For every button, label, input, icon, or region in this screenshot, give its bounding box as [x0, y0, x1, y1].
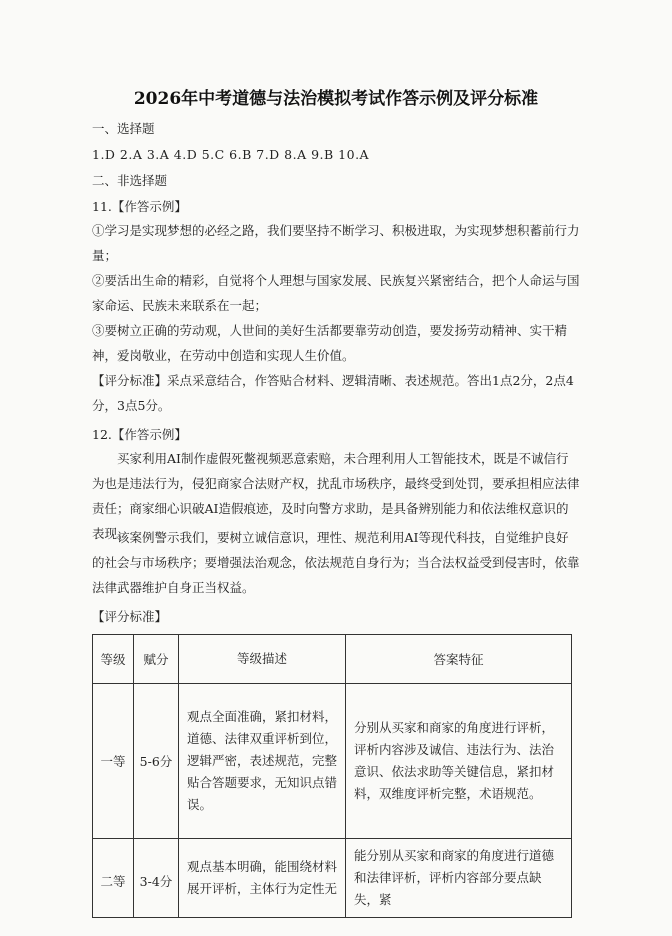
row-score: 5-6分 [134, 684, 179, 839]
q12-scoring-label: 【评分标准】 [92, 609, 168, 624]
row-level: 一等 [93, 684, 134, 839]
section-choice-heading: 一、选择题 [92, 121, 155, 136]
section-nonchoice-heading: 二、非选择题 [92, 173, 168, 188]
q12-label: 12.【作答示例】 [92, 427, 187, 442]
row-description: 观点全面准确，紧扣材料，道德、法律双重评析到位，逻辑严密，表述规范，完整贴合答题要求，无知识点错误。 [179, 684, 346, 839]
q11-scoring: 【评分标准】采点采意结合，作答贴合材料、逻辑清晰、表述规范。答出1点2分，2点4分，3点5分。 [92, 373, 574, 413]
q12-para-2: 该案例警示我们，要树立诚信意识，理性、规范利用AI等现代科技，自觉维护良好的社会与市场秩序；要增强法治观念，依法规范自身行为；当合法权益受到侵害时，依靠法律武器维护自身正当权益。 [92, 530, 580, 595]
table-row [93, 839, 572, 918]
row-features: 能分别从买家和商家的角度进行道德和法律评析，评析内容部分要点缺失，紧 [346, 839, 572, 918]
row-description: 观点基本明确，能围绕材料展开评析，主体行为定性无 [179, 839, 346, 918]
q11-point-3: ③要树立正确的劳动观，人世间的美好生活都要靠劳动创造，要发扬劳动精神、实干精神，爱岗敬业，在劳动中创造和实现人生价值。 [92, 323, 568, 363]
row-features: 分别从买家和商家的角度进行评析，评析内容涉及诚信、违法行为、法治意识、依法求助等关键信息，紧扣材料，双维度评析完整，术语规范。 [346, 684, 572, 839]
header-level: 等级 [93, 635, 134, 684]
header-description: 等级描述 [179, 635, 346, 684]
q11-point-2: ②要活出生命的精彩，自觉将个人理想与国家发展、民族复兴紧密结合，把个人命运与国家命运、民族未来联系在一起； [92, 273, 580, 313]
q12-para-1: 买家利用AI制作虚假死鳖视频恶意索赔，未合理利用人工智能技术，既是不诚信行为也是违法行为，侵犯商家合法财产权，扰乱市场秩序，最终受到处罚，要承担相应法律责任；商家细心识破AI造假痕迹，及时向警方求助，是具备辨别能力和依法维权意识的表现。 [92, 451, 580, 541]
q11-label: 11.【作答示例】 [92, 199, 187, 214]
page-title: 2026年中考道德与法治模拟考试作答示例及评分标准 [133, 89, 539, 109]
q11-point-1: ①学习是实现梦想的必经之路，我们要坚持不断学习、积极进取，为实现梦想积蓄前行力量； [92, 223, 580, 263]
table-header-row [93, 635, 572, 684]
row-level: 二等 [93, 839, 134, 918]
choice-answers: 1.D 2.A 3.A 4.D 5.C 6.B 7.D 8.A 9.B 10.A [92, 147, 370, 162]
grading-table [92, 634, 572, 918]
table-row [93, 684, 572, 839]
header-features: 答案特征 [346, 635, 572, 684]
header-score: 赋分 [134, 635, 179, 684]
row-score: 3-4分 [134, 839, 179, 918]
